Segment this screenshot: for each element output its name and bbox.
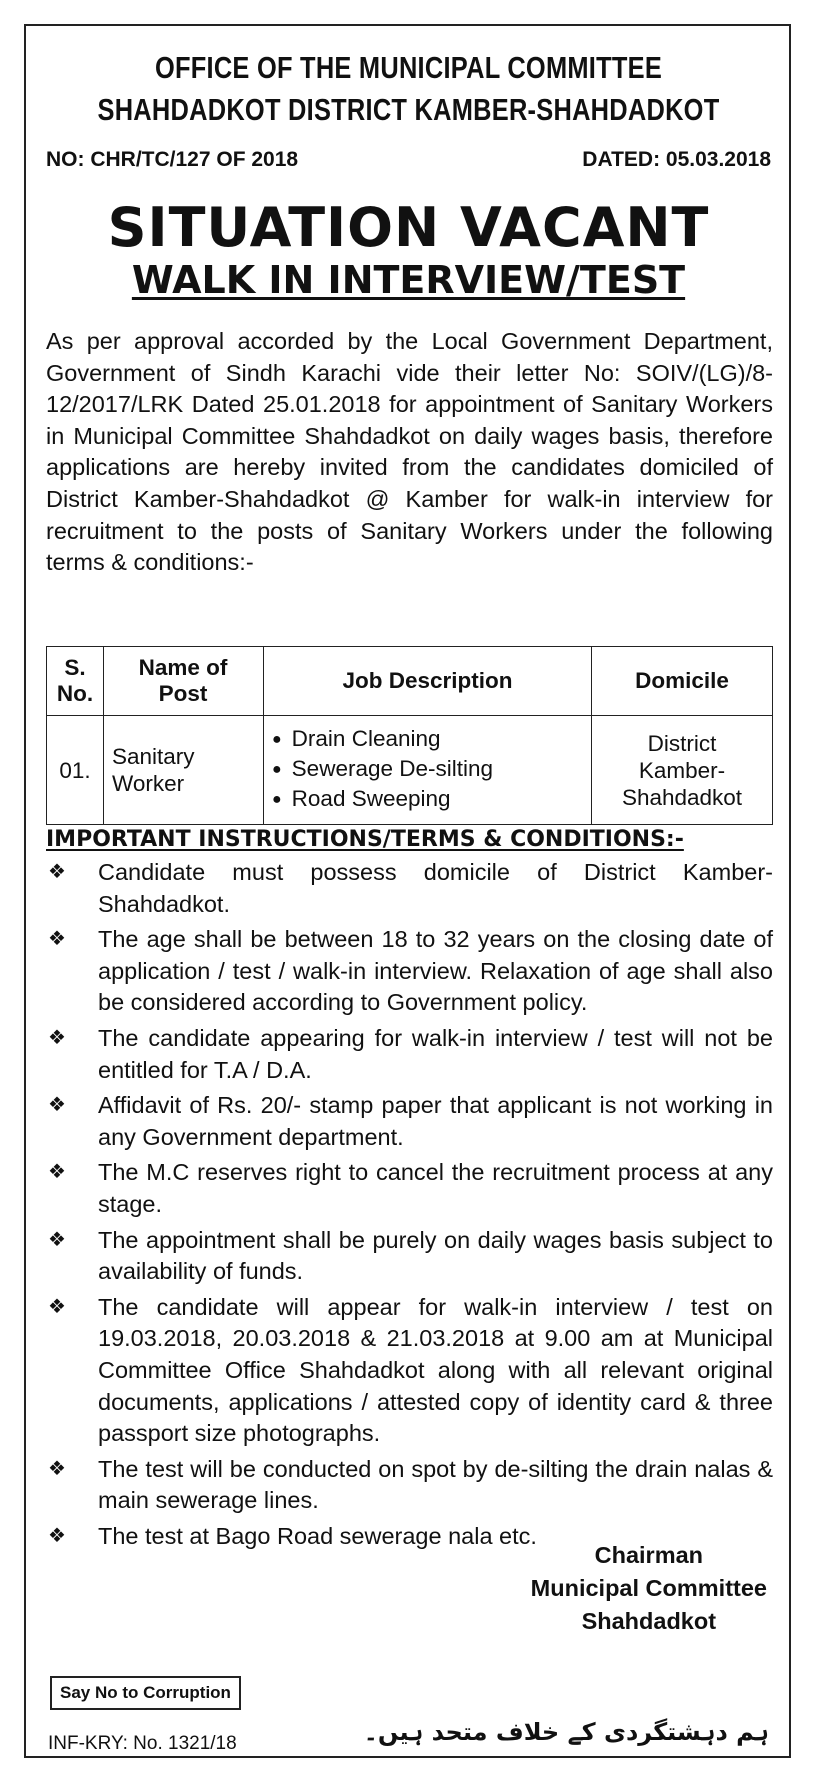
instruction-text: Affidavit of Rs. 20/- stamp paper that applicant is not working in any Government department. (98, 1092, 773, 1150)
walk-in-subtitle-text: WALK IN INTERVIEW/TEST (131, 258, 686, 302)
instructions-heading: IMPORTANT INSTRUCTIONS/TERMS & CONDITIONS:- (46, 827, 684, 852)
header-description: Job Description (264, 647, 592, 716)
instruction-text: The test at Bago Road sewerage nala etc. (98, 1522, 537, 1549)
header-name-line1: Name of (138, 655, 228, 680)
office-heading: OFFICE OF THE MUNICIPAL COMMITTEE (154, 50, 663, 85)
domicile-line3: Shahdadkot (621, 784, 743, 810)
signature-block (531, 1539, 767, 1638)
instruction-text: The appointment shall be purely on daily wages basis subject to availability of funds. (98, 1226, 773, 1285)
diamond-bullet-icon: ❖ (48, 1161, 66, 1184)
corruption-badge: Say No to Corruption (50, 1676, 241, 1710)
instruction-text: The test will be conducted on spot by de-silting the drain nalas & main sewerage lines. (98, 1455, 773, 1514)
duty-item: ● Drain Cleaning (272, 725, 590, 755)
post-name-line1: Sanitary (112, 744, 195, 769)
inf-number: INF-KRY: No. 1321/18 (48, 1733, 237, 1754)
header-name (104, 647, 264, 716)
walk-in-subtitle (0, 258, 817, 302)
list-item (46, 1292, 773, 1450)
list-item (46, 924, 773, 1019)
cell-domicile (592, 716, 773, 825)
table-row (47, 716, 773, 825)
intro-paragraph: As per approval accorded by the Local Government Department, Government of Sindh Karachi vide their letter No: SOIV/(LG)/8-12/2017/LRK Dated 25.01.2018 for appointment of Sanitary Workers in Municipal Committee Shahdadkot on daily wages basis, therefore applications are hereby invited from the candidates domiciled of District Kamber-Shahdadkot @ Kamber for walk-in interview for recruitment to the posts of Sanitary Workers under the following terms & conditions:- (46, 328, 773, 576)
cell-job-description (264, 716, 592, 825)
header-sno-line2: No. (56, 681, 94, 706)
domicile-line1: District (647, 730, 717, 756)
list-item (46, 857, 773, 920)
diamond-bullet-icon: ❖ (48, 1295, 66, 1318)
domicile-line2: Kamber- (638, 757, 726, 783)
diamond-bullet-icon: ❖ (48, 1457, 66, 1480)
diamond-bullet-icon: ❖ (48, 1094, 66, 1117)
diamond-bullet-icon: ❖ (48, 1026, 66, 1049)
signatory-title: Chairman (594, 1542, 704, 1568)
list-item (46, 1454, 773, 1517)
district-heading: SHAHDADKOT DISTRICT KAMBER-SHAHDADKOT (97, 92, 720, 127)
list-item (46, 1090, 773, 1153)
instruction-text: The candidate appearing for walk-in interview / test will not be entitled for T.A / D.A. (98, 1024, 773, 1083)
signatory-location: Shahdadkot (581, 1608, 717, 1634)
cell-post-name (104, 716, 264, 825)
diamond-bullet-icon: ❖ (48, 861, 66, 883)
header-name-line2: Post (158, 681, 208, 706)
duty-item: ● Road Sweeping (272, 785, 590, 815)
duty-item: ● Sewerage De-silting (272, 755, 590, 785)
header-domicile: Domicile (592, 647, 773, 716)
diamond-bullet-icon: ❖ (48, 928, 66, 951)
urdu-slogan: ہم دہشتگردی کے خلاف متحد ہیں۔ (363, 1718, 769, 1746)
header-sno (47, 647, 104, 716)
cell-sno: 01. (47, 716, 104, 825)
instruction-text: The age shall be between 18 to 32 years on the closing date of application / test / walk-in interview. Relaxation of age shall also be considered according to Government policy. (98, 926, 773, 1016)
header-sno-line1: S. (64, 655, 86, 680)
posts-table (46, 646, 773, 825)
diamond-bullet-icon: ❖ (48, 1228, 66, 1251)
instruction-text: The M.C reserves right to cancel the recruitment process at any stage. (98, 1159, 773, 1217)
list-item (46, 1157, 773, 1220)
situation-vacant-title: SITUATION VACANT (107, 196, 710, 259)
instruction-text: Candidate must possess domicile of District Kamber-Shahdadkot. (98, 859, 773, 917)
reference-number: NO: CHR/TC/127 OF 2018 (46, 148, 299, 171)
instruction-text: The candidate will appear for walk-in interview / test on 19.03.2018, 20.03.2018 & 21.03.2018 at 9.00 am at Municipal Committee Office Shahdadkot along with all relevant original documents, applications / attested copy of identity card & three passport size photographs. (98, 1293, 773, 1447)
dated-text: DATED: 05.03.2018 (582, 148, 771, 171)
list-item (46, 1023, 773, 1086)
instructions-list (46, 857, 773, 1556)
diamond-bullet-icon: ❖ (48, 1524, 66, 1547)
post-name-line2: Worker (112, 771, 185, 796)
list-item (46, 1225, 773, 1288)
signatory-office: Municipal Committee (530, 1575, 767, 1601)
table-header-row (47, 647, 773, 716)
